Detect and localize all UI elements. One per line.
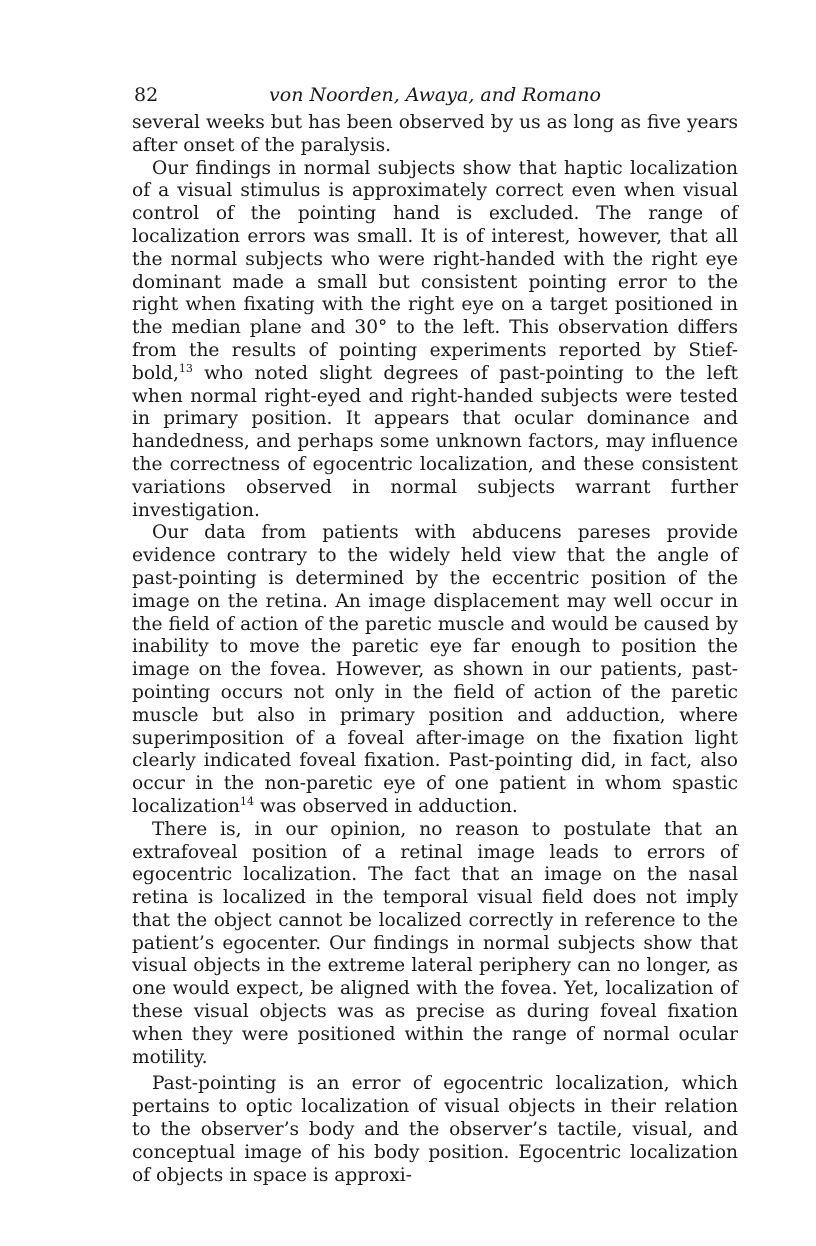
page-number: 82 xyxy=(134,84,159,106)
running-header xyxy=(132,78,738,112)
paragraph-text: Our findings in normal subjects show that haptic localization of a visual stimulus is approximately correct even when visual control of the pointing hand is excluded. The range of localization errors was small. It is of interest, however, that all the normal subjects who were right-handed with the right eye dominant made a small but consistent pointing error to the right when fixating with the right eye on a target positioned in the median plane and 30° to the left. This observation differs from the results of pointing experiments reported by Stief-bold, xyxy=(132,157,738,384)
paragraph-text: Past-pointing is an error of egocentric localization, which pertains to optic localization of visual objects in their relation to the observer’s body and the observer’s tactile, visual, and conceptual image of his body position. Egocentric localization of objects in space is approxi- xyxy=(132,1073,738,1186)
paragraph-normal-subjects xyxy=(132,158,738,523)
paragraph-abducens-pareses xyxy=(132,522,738,818)
paragraph-past-pointing xyxy=(132,1073,738,1187)
paragraph-text: There is, in our opinion, no reason to postulate that an extrafoveal position of a retinal image leads to errors of egocentric localization. The fact that an image on the nasal retina is localized in the temporal visual field does not imply that the object cannot be localized correctly in reference to the patient’s egocenter. Our findings in normal subjects show that visual objects in the extreme lateral periphery can no longer, as one would expect, be aligned with the fovea. Yet, localization of these visual objects was as precise as during foveal fixation when they were positioned within the range of normal ocular motility. xyxy=(132,818,738,1068)
footnote-ref-14: 14 xyxy=(240,794,255,808)
article-body xyxy=(132,112,738,1187)
paragraph-continued xyxy=(132,112,738,158)
paragraph-text: was observed in adduction. xyxy=(254,795,518,817)
running-title: von Noorden, Awaya, and Romano xyxy=(269,84,601,106)
paragraph-text: Our data from patients with abducens pareses provide evidence contrary to the widely held view that the angle of past-pointing is determined by the eccentric position of the image on the retina. An image displacement may well occur in the field of action of the paretic muscle and would be caused by inability to move the paretic eye far enough to position the image on the fovea. However, as shown in our patients, past-pointing occurs not only in the field of action of the paretic muscle but also in primary position and adduction, where superimposition of a foveal after-image on the fixation light clearly indicated foveal fixation. Past-pointing did, in fact, also occur in the non-paretic eye of one patient in whom spastic localization xyxy=(132,522,738,817)
journal-page xyxy=(132,78,738,1187)
paragraph-text: who noted slight degrees of past-pointing to the left when normal right-eyed and right-handed subjects were tested in primary position. It appears that ocular dominance and handedness, and perhaps some unknown factors, may influence the correctness of egocentric localization, and these consistent variations observed in normal subjects warrant further investigation. xyxy=(132,362,738,521)
paragraph-extrafoveal-position xyxy=(132,819,738,1070)
footnote-ref-13: 13 xyxy=(178,361,193,375)
paragraph-text: several weeks but has been observed by us as long as five years after onset of the paralysis. xyxy=(132,112,738,156)
